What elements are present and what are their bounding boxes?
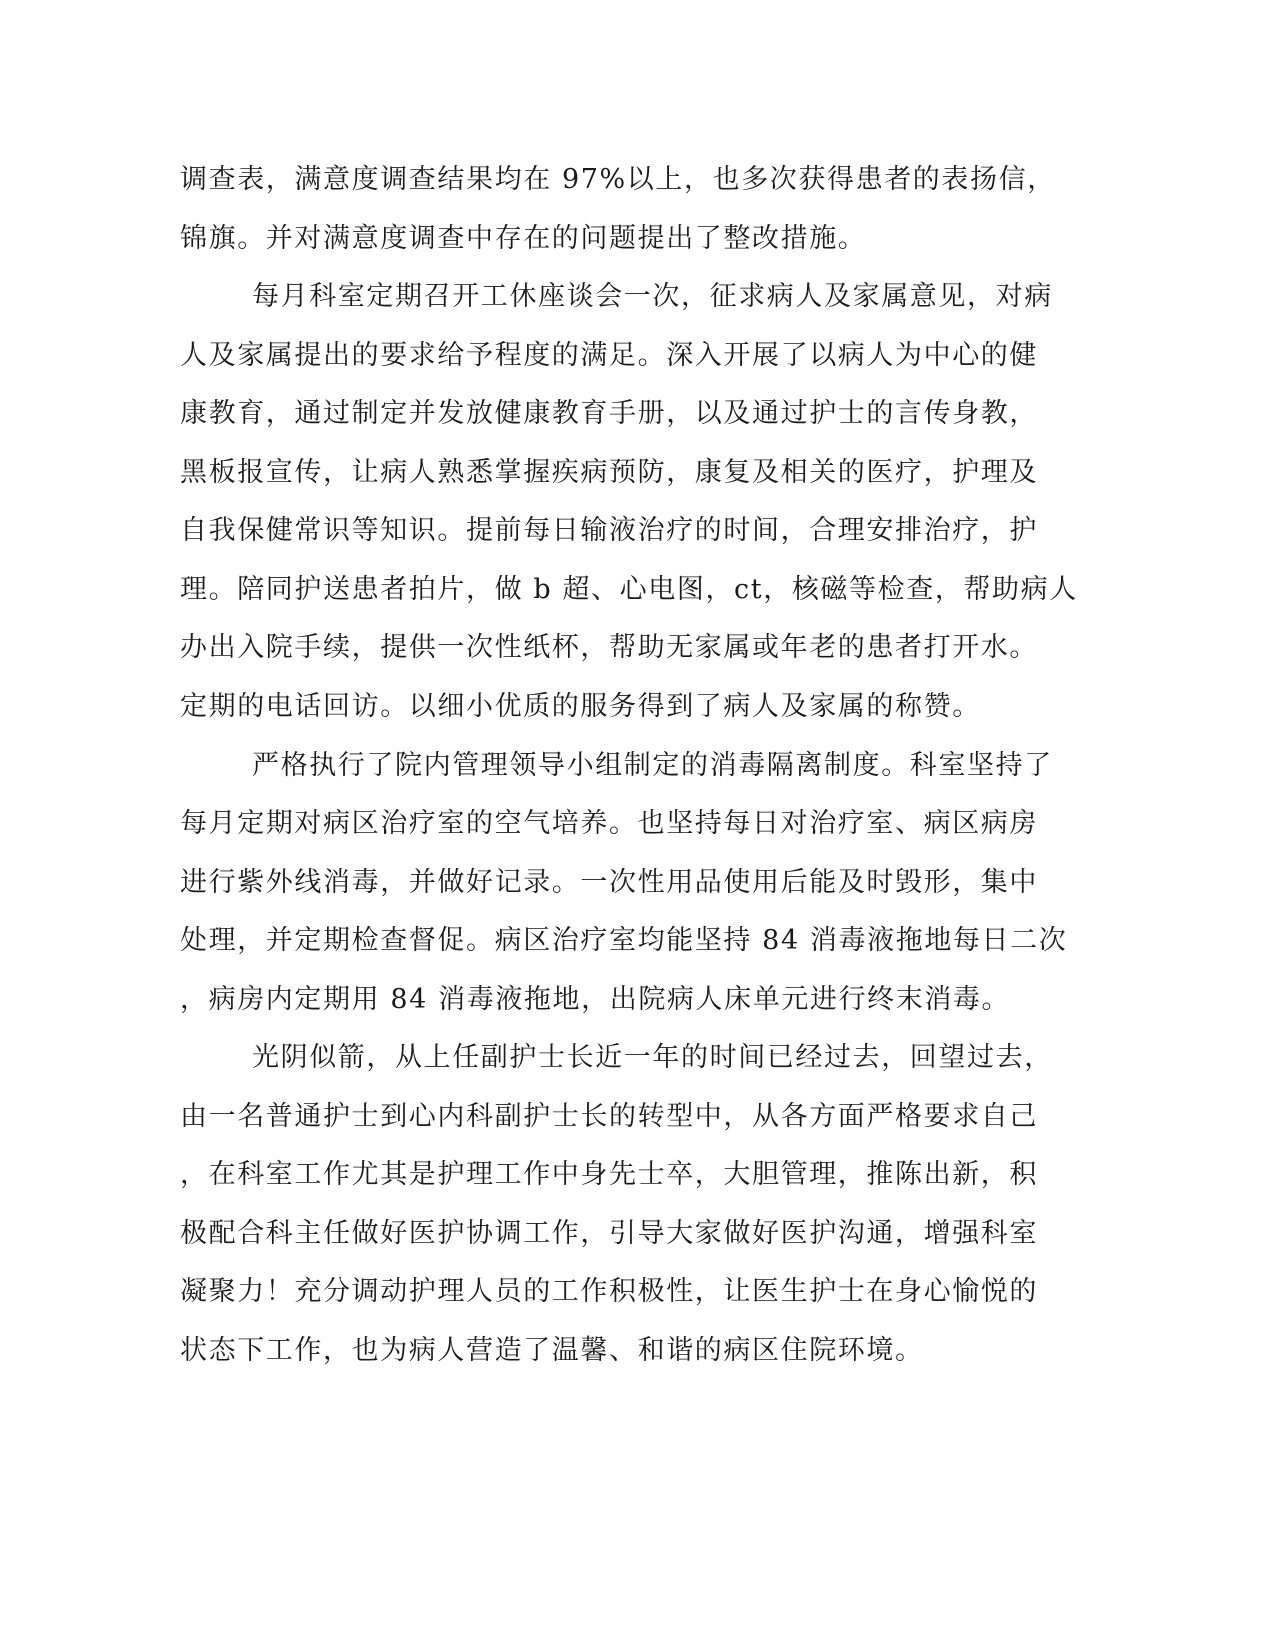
paragraph-line: 办出入院手续，提供一次性纸杯，帮助无家属或年老的患者打开水。 <box>180 632 1038 663</box>
paragraph-line: 进行紫外线消毒，并做好记录。一次性用品使用后能及时毁形，集中 <box>180 867 1038 898</box>
paragraph-line: ，病房内定期用 84 消毒液拖地，出院病人床单元进行终末消毒。 <box>180 984 1011 1015</box>
paragraph-line: 康教育，通过制定并发放健康教育手册，以及通过护士的言传身教， <box>180 398 1038 429</box>
paragraph-line: 光阴似箭，从上任副护士长近一年的时间已经过去，回望过去， <box>252 1042 1053 1073</box>
paragraph-line: 人及家属提出的要求给予程度的满足。深入开展了以病人为中心的健 <box>180 340 1038 371</box>
paragraph-line: 自我保健常识等知识。提前每日输液治疗的时间，合理安排治疗，护 <box>180 515 1038 546</box>
paragraph-line: 调查表，满意度调查结果均在 97%以上，也多次获得患者的表扬信， <box>180 164 1056 195</box>
paragraph-line: 状态下工作，也为病人营造了温馨、和谐的病区住院环境。 <box>180 1335 924 1366</box>
paragraph-line: 凝聚力！充分调动护理人员的工作积极性，让医生护士在身心愉悦的 <box>180 1276 1038 1307</box>
paragraph-line: ，在科室工作尤其是护理工作中身先士卒，大胆管理，推陈出新，积 <box>180 1159 1038 1190</box>
paragraph-line: 处理，并定期检查督促。病区治疗室均能坚持 84 消毒液拖地每日二次 <box>180 925 1068 956</box>
paragraph-line: 黑板报宣传，让病人熟悉掌握疾病预防，康复及相关的医疗，护理及 <box>180 457 1038 488</box>
paragraph-line: 严格执行了院内管理领导小组制定的消毒隔离制度。科室坚持了 <box>252 750 1053 781</box>
paragraph-line: 极配合科主任做好医护协调工作，引导大家做好医护沟通，增强科室 <box>180 1218 1038 1249</box>
paragraph-line: 锦旗。并对满意度调查中存在的问题提出了整改措施。 <box>180 223 867 254</box>
paragraph-line: 每月定期对病区治疗室的空气培养。也坚持每日对治疗室、病区病房 <box>180 808 1038 839</box>
paragraph-line: 由一名普通护士到心内科副护士长的转型中，从各方面严格要求自己 <box>180 1101 1038 1132</box>
paragraph-line: 每月科室定期召开工休座谈会一次，征求病人及家属意见，对病 <box>252 281 1053 312</box>
paragraph-line: 理。陪同护送患者拍片，做 b 超、心电图，ct，核磁等检查，帮助病人 <box>180 574 1078 605</box>
paragraph-line: 定期的电话回访。以细小优质的服务得到了病人及家属的称赞。 <box>180 691 981 722</box>
